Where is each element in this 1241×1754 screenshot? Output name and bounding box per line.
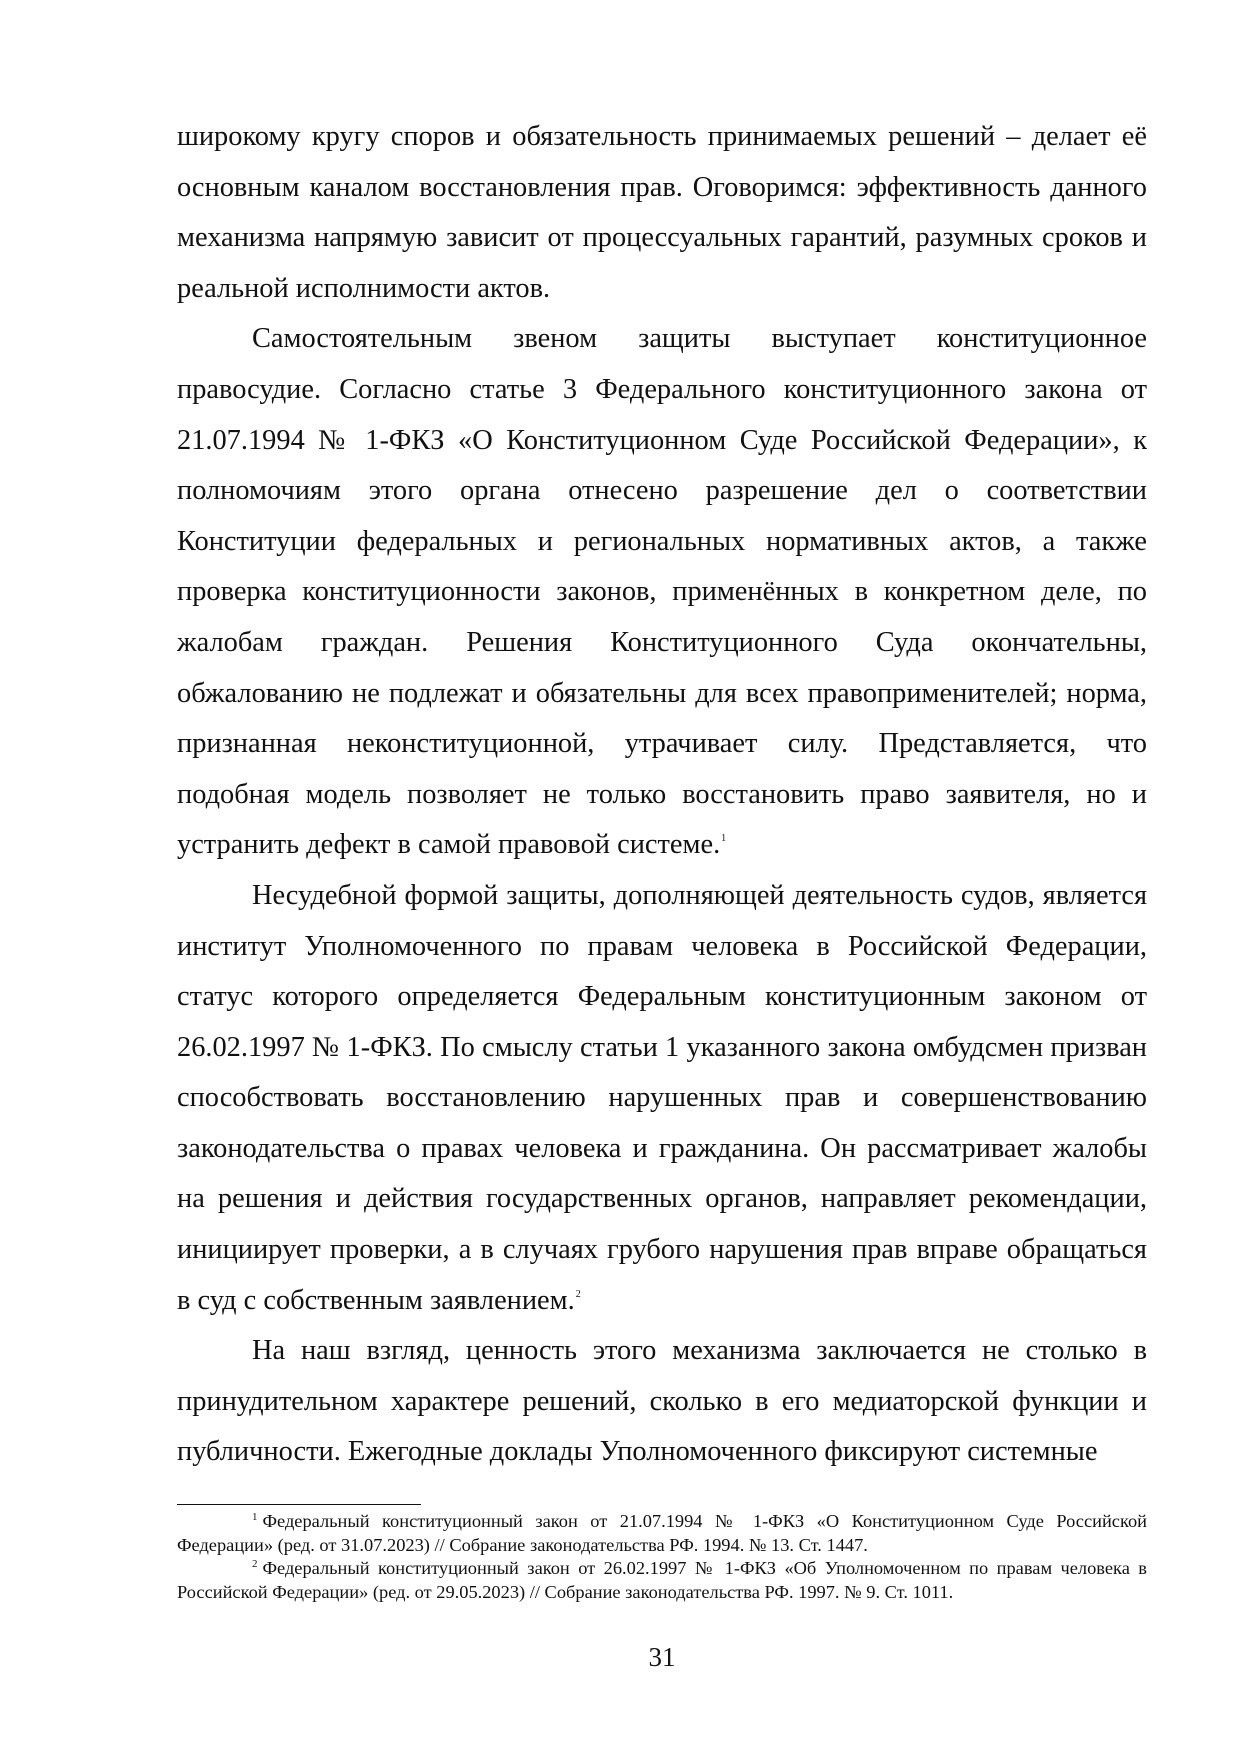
footnote (177, 1557, 1147, 1604)
footnote-separator (177, 1504, 421, 1505)
paragraph-text: Самостоятельным звеном защиты выступает конституционное правосудие. Согласно статье 3 Федерального конституционного закона от 21.07.1994 № 1-ФКЗ «О Конституционном Суде Российской Федерации», к полномочиям этого органа отнесено разрешение дел о соответствии Конституции федеральных и региональных нормативных актов, а также проверка конституционности законов, применённых в конкретном деле, по жалобам граждан. Решения Конституционного Суда окончательны, обжалованию не подлежат и обязательны для всех правоприменителей; норма, признанная неконституционной, утрачивает силу. Представляется, что подобная модель позволяет не только восстановить право заявителя, но и устранить дефект в самой правовой системе. (177, 323, 1147, 861)
paragraph (177, 871, 1147, 1326)
footnote-marker: 2 (252, 1558, 258, 1570)
footnotes (177, 1510, 1147, 1604)
paragraph-text: Несудебной формой защиты, дополняющей деятельность судов, является институт Уполномоченного по правам человека в Российской Федерации, статус которого определяется Федеральным конституционным законом от 26.02.1997 № 1-ФКЗ. По смыслу статьи 1 указанного закона омбудсмен призван способствовать восстановлению нарушенных прав и совершенствованию законодательства о правах человека и гражданина. Он рассматривает жалобы на решения и действия государственных органов, направляет рекомендации, инициирует проверки, а в случаях грубого нарушения прав вправе обращаться в суд с собственным заявлением. (177, 879, 1147, 1316)
footnote-reference[interactable]: 2 (575, 1288, 581, 1300)
footnote-text: Федеральный конституционный закон от 26.02.1997 № 1-ФКЗ «Об Уполномоченном по правам человека в Российской Федерации» (ред. от 29.05.2023) // Собрание законодательства РФ. 1997. № 9. Ст. 1011. (177, 1558, 1147, 1602)
footnote-text: Федеральный конституционный закон от 21.07.1994 № 1-ФКЗ «О Конституционном Суде Российской Федерации» (ред. от 31.07.2023) // Собрание законодательства РФ. 1994. № 13. Ст. 1447. (177, 1511, 1147, 1555)
paragraph (177, 112, 1147, 314)
footnote-reference[interactable]: 1 (721, 833, 727, 845)
paragraph-text: На наш взгляд, ценность этого механизма заключается не столько в принудительном характере решений, сколько в его медиаторской функции и публичности. Ежегодные доклады Уполномоченного фиксируют системные (177, 1335, 1147, 1468)
body-text (177, 112, 1147, 1478)
paragraph (177, 1326, 1147, 1478)
footnote-marker: 1 (252, 1511, 258, 1523)
page-number: 31 (648, 1642, 676, 1672)
paragraph (177, 314, 1147, 871)
footnote (177, 1510, 1147, 1557)
paragraph-text: широкому кругу споров и обязательность принимаемых решений – делает её основным каналом восстановления прав. Оговоримся: эффективность данного механизма напрямую зависит от процессуальных гарантий, разумных сроков и реальной исполнимости актов. (177, 121, 1147, 304)
